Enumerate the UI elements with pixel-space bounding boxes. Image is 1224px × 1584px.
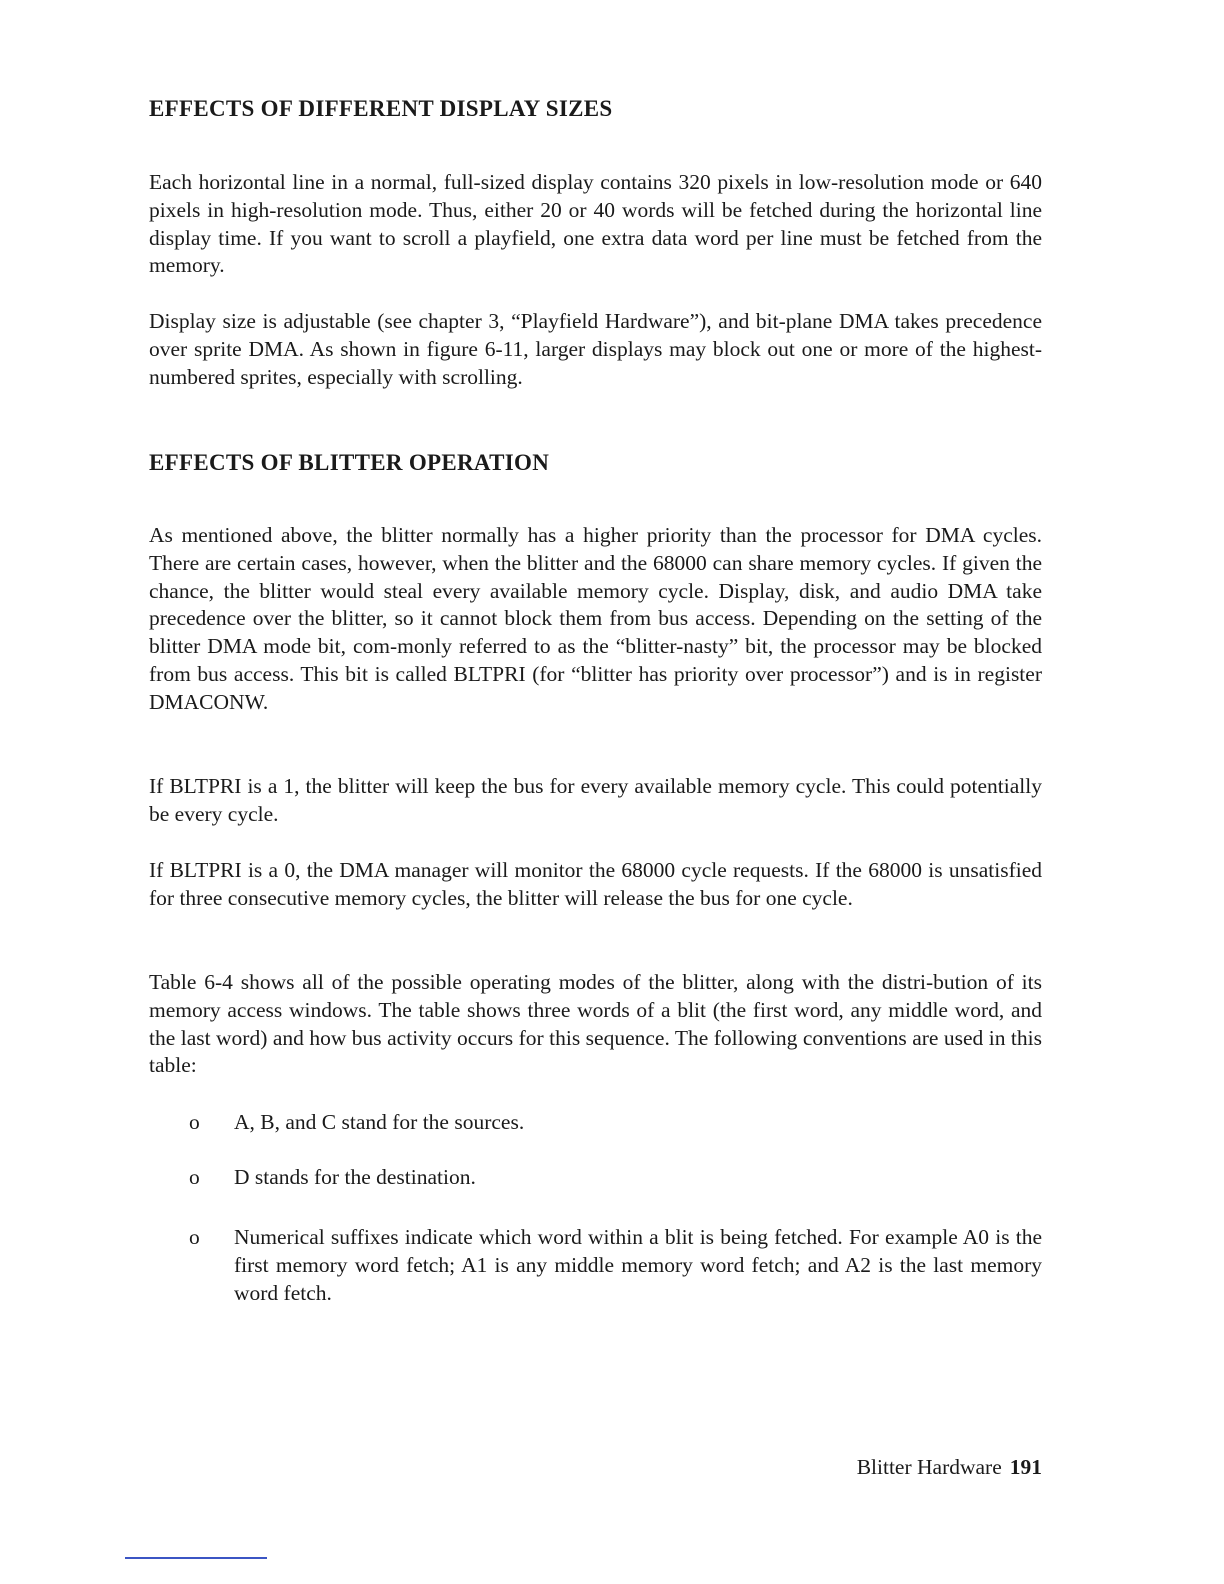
paragraph-display-sizes-1: Each horizontal line in a normal, full-sized display contains 320 pixels in low-resolution mode or 640 pixels in high-resolution mode. Thus, either 20 or 40 words will be fetched during the horizontal line display time. If you want to scroll a playfield, one extra data word per line must be fetched from the memory.: [149, 170, 1042, 278]
paragraph-blitter-2: If BLTPRI is a 1, the blitter will keep the bus for every available memory cycle. This could potentially be every cycle.: [149, 774, 1042, 826]
page-footer: [857, 1455, 1042, 1480]
section-heading-blitter-operation: EFFECTS OF BLITTER OPERATION: [149, 450, 550, 475]
bullet-text: D stands for the destination.: [234, 1165, 476, 1189]
paragraph-blitter-3: If BLTPRI is a 0, the DMA manager will monitor the 68000 cycle requests. If the 68000 is unsatisfied for three consecutive memory cycles, the blitter will release the bus for one cycle.: [149, 858, 1042, 910]
list-item: [189, 1224, 1042, 1307]
paragraph-blitter-4: Table 6-4 shows all of the possible operating modes of the blitter, along with the distri-bution of its memory access windows. The table shows three words of a blit (the first word, any middle word, and the last word) and how bus activity occurs for this sequence. The following conventions are used in this table:: [149, 970, 1042, 1078]
bullet-text: A, B, and C stand for the sources.: [234, 1110, 525, 1134]
bullet-text: Numerical suffixes indicate which word within a blit is being fetched. For example A0 is the first memory word fetch; A1 is any middle memory word fetch; and A2 is the last memory word fetch.: [234, 1225, 1042, 1305]
bullet-marker: o: [189, 1225, 200, 1249]
paragraph-display-sizes-2: Display size is adjustable (see chapter 3, “Playfield Hardware”), and bit-plane DMA takes precedence over sprite DMA. As shown in figure 6-11, larger displays may block out one or more of the highest-numbered sprites, especially with scrolling.: [149, 309, 1042, 389]
list-item: [189, 1109, 1042, 1137]
bullet-marker: o: [189, 1110, 200, 1134]
footnote-rule: [125, 1557, 267, 1559]
section-heading-display-sizes: EFFECTS OF DIFFERENT DISPLAY SIZES: [149, 96, 613, 121]
page-number: 191: [1009, 1455, 1042, 1479]
bullet-marker: o: [189, 1165, 200, 1189]
footer-title: Blitter Hardware: [856, 1455, 1002, 1479]
list-item: [189, 1164, 1042, 1192]
paragraph-blitter-1: As mentioned above, the blitter normally has a higher priority than the processor for DMA cycles. There are certain cases, however, when the blitter and the 68000 can share memory cycles. If given the chance, the blitter would steal every available memory cycle. Display, disk, and audio DMA take precedence over the blitter, so it cannot block them from bus access. Depending on the setting of the blitter DMA mode bit, com-monly referred to as the “blitter-nasty” bit, the processor may be blocked from bus access. This bit is called BLTPRI (for “blitter has priority over processor”) and is in register DMACONW.: [149, 523, 1042, 714]
